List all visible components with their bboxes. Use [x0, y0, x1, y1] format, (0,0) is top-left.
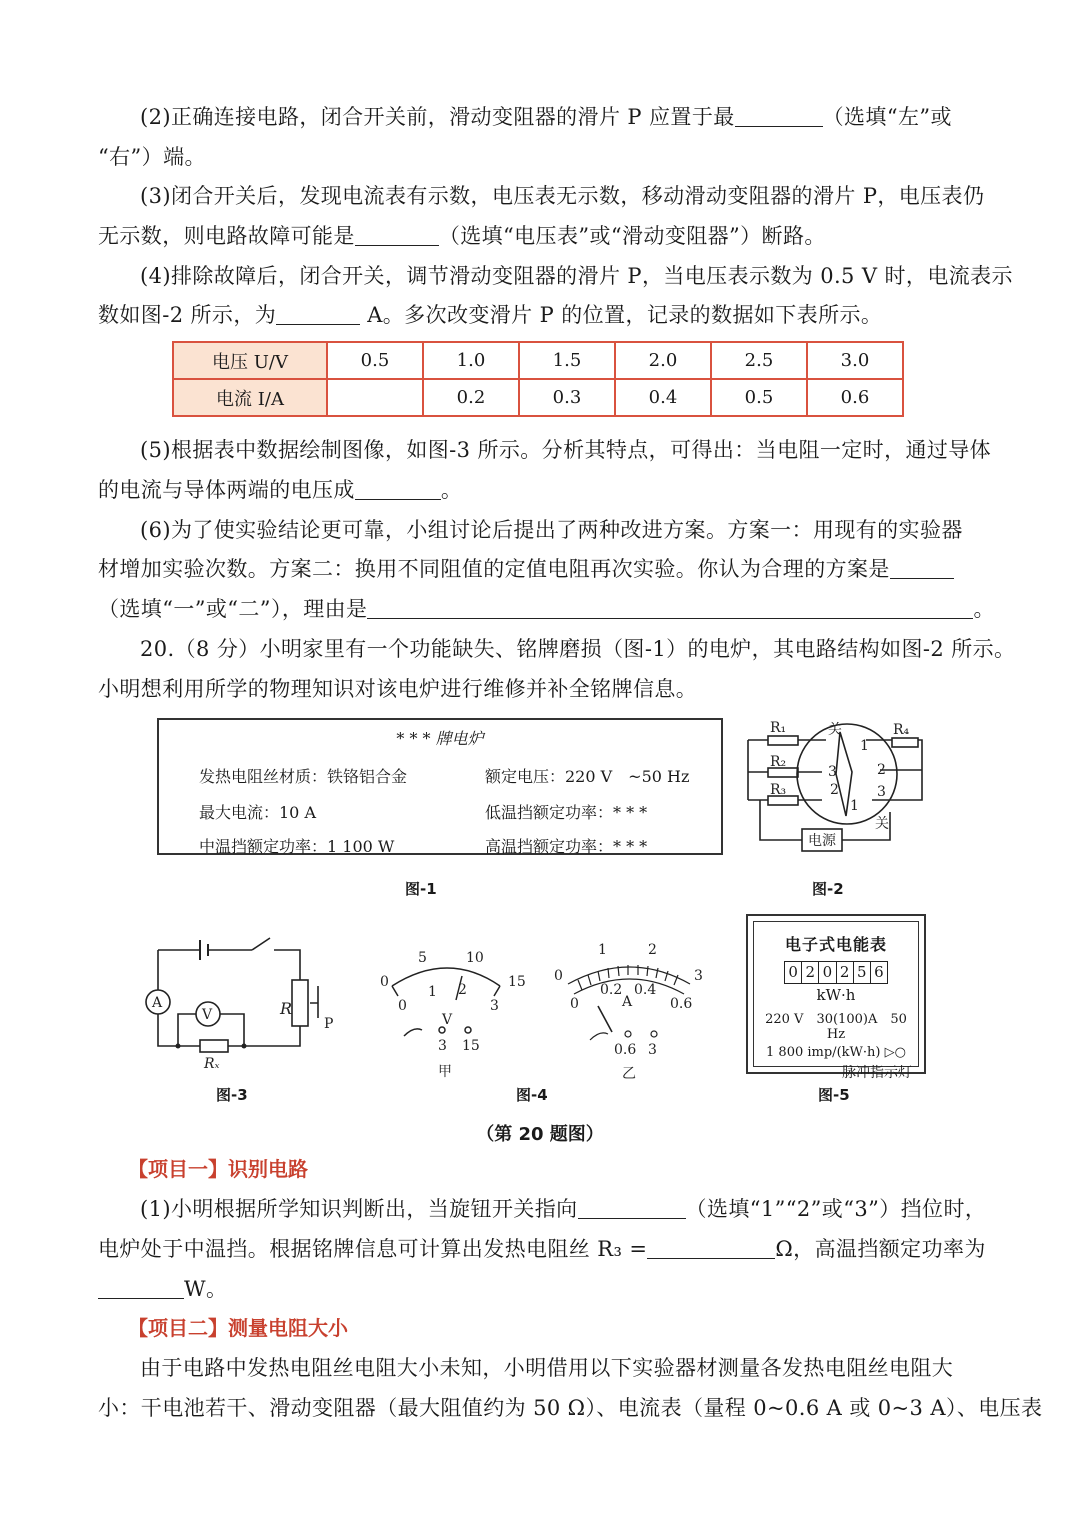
q3-line-1: (3)闭合开关后，发现电流表有示数，电压表无示数，移动滑动变阻器的滑片 P，电压表仍: [140, 184, 985, 208]
p1-text: (1)小明根据所学知识判断出，当旋钮开关指向: [140, 1197, 578, 1221]
table-cell: 电压 U/V: [173, 342, 327, 379]
data-table: [172, 341, 904, 417]
pulse-led-icon: ▷○: [884, 1045, 906, 1060]
a-top-2: 2: [648, 942, 657, 958]
table-cell: 0.3: [519, 379, 615, 416]
meter-digit: 0: [819, 962, 836, 983]
answer-blank[interactable]: [578, 1196, 686, 1219]
ammeter-label: A: [152, 995, 163, 1011]
p1-text: （选填“1”“2”或“3”）挡位时，: [685, 1197, 987, 1221]
table-cell: 1.5: [519, 342, 615, 379]
table-cell: 0.2: [423, 379, 519, 416]
nameplate-title: * * * 牌电炉: [396, 729, 484, 748]
v-zero-top: 0: [380, 974, 389, 990]
nameplate-max-current: 最大电流：10 A: [199, 803, 317, 822]
a-bottom-0: 0: [570, 996, 579, 1012]
answer-blank[interactable]: [355, 477, 441, 500]
v-top-15: 15: [508, 974, 526, 990]
a-bottom-02: 0.2: [600, 982, 623, 998]
q5-line-2: [98, 476, 982, 504]
v-top-5: 5: [418, 950, 427, 966]
table-cell[interactable]: [327, 379, 423, 416]
v-term-3: 3: [438, 1038, 447, 1054]
meter-digit: 2: [837, 962, 854, 983]
p1-text: W。: [184, 1277, 228, 1301]
meter-digit: 0: [785, 962, 802, 983]
table-cell: 2.5: [711, 342, 807, 379]
q20-line-2: 小明想利用所学的物理知识对该电炉进行维修并补全铭牌信息。: [98, 677, 698, 701]
caption-fig3: 图-3: [216, 1086, 248, 1104]
a-zero-top: 0: [554, 968, 563, 984]
pos-1-top: 1: [860, 738, 869, 754]
v-bottom-2: 2: [458, 982, 467, 998]
q4-text: 数如图-2 所示，为: [98, 303, 277, 327]
q5-line-1: (5)根据表中数据绘制图像，如图-3 所示。分析其特点，可得出：当电阻一定时，通过导体: [140, 438, 992, 462]
p1-text: Ω，高温挡额定功率为: [775, 1237, 986, 1261]
a-bottom-04: 0.4: [634, 982, 657, 998]
ammeter-dial: [548, 936, 718, 1080]
v-term-15: 15: [462, 1038, 480, 1054]
figure-group-caption: （第 20 题图）: [476, 1124, 604, 1145]
answer-blank[interactable]: [890, 556, 954, 579]
a-top-3: 3: [694, 968, 703, 984]
pos-2-left: 2: [830, 782, 839, 798]
answer-blank[interactable]: [367, 596, 973, 619]
p1-line-3: [98, 1275, 982, 1303]
table-cell: 2.0: [615, 342, 711, 379]
meter-spec-2: [754, 1045, 918, 1060]
q4-line-1: (4)排除故障后，闭合开关，调节滑动变阻器的滑片 P，当电压表示数为 0.5 V 时，电流表示: [140, 264, 1013, 288]
energy-meter-figure: [746, 914, 926, 1081]
answer-blank[interactable]: [647, 1236, 775, 1259]
answer-blank[interactable]: [355, 223, 439, 246]
nameplate-mid-power: 中温挡额定功率：1 100 W: [199, 837, 395, 856]
a-bottom-06: 0.6: [670, 996, 693, 1012]
a-top-1: 1: [598, 942, 607, 958]
meter-digit: 5: [854, 962, 871, 983]
nameplate-figure: [157, 718, 723, 855]
caption-fig2: 图-2: [812, 880, 844, 898]
table-cell: 0.5: [327, 342, 423, 379]
power-source-label: 电源: [808, 833, 836, 849]
p1-text: 电炉处于中温挡。根据铭牌信息可计算出发热电阻丝 R₃ =: [98, 1237, 648, 1261]
r2-label: R₂: [770, 754, 787, 770]
q5-text: 的电流与导体两端的电压成: [98, 478, 355, 502]
q5-text: 。: [440, 478, 463, 502]
nameplate-material: 发热电阻丝材质：铁铬铝合金: [199, 767, 408, 786]
rheostat-label: R: [280, 999, 293, 1018]
a-term-3: 3: [648, 1042, 657, 1058]
table-cell: 电流 I/A: [173, 379, 327, 416]
p1-line-2: [98, 1235, 986, 1263]
table-cell: 0.4: [615, 379, 711, 416]
caption-fig4: 图-4: [516, 1086, 548, 1104]
nameplate-voltage: 额定电压：220 V ~50 Hz: [485, 767, 690, 786]
q6-text: （选填“一”或“二”），理由是: [98, 597, 368, 621]
table-cell: 0.6: [807, 379, 903, 416]
meter-digits: [784, 961, 888, 984]
v-bottom-1: 1: [428, 984, 437, 1000]
meter-spec-1: 220 V 30(100)A 50 Hz: [765, 1012, 907, 1042]
section-project-1: 【项目一】识别电路: [128, 1157, 308, 1181]
caption-fig1: 图-1: [405, 880, 437, 898]
meter-title: 电子式电能表: [784, 935, 887, 954]
jia-label: 甲: [438, 1064, 452, 1080]
switch-off-top: 关: [828, 722, 842, 738]
q6-text: 材增加实验次数。方案二：换用不同阻值的定值电阻再次实验。你认为合理的方案是: [98, 557, 890, 581]
q20-line-1: 20.（8 分）小明家里有一个功能缺失、铭牌磨损（图-1）的电炉，其电路结构如图-2 所示。: [140, 637, 1016, 661]
a-unit: A: [622, 994, 633, 1010]
q6-text: 。: [973, 597, 995, 621]
q3-line-2: [98, 222, 982, 250]
experiment-circuit-diagram: [140, 930, 350, 1070]
v-bottom-3: 3: [490, 998, 499, 1014]
voltmeter-dial: [370, 940, 530, 1080]
energy-meter-face: [753, 921, 919, 1081]
meter-spec-2-text: 1 800 imp/(kW·h): [766, 1045, 881, 1060]
p1-line-1: [140, 1195, 987, 1223]
table-row: [173, 379, 903, 416]
pos-3-right: 3: [877, 784, 886, 800]
q2-text: （选填“左”或: [822, 105, 952, 129]
answer-blank[interactable]: [98, 1276, 184, 1299]
q6-line-3: [98, 595, 995, 623]
table-cell: 1.0: [423, 342, 519, 379]
p2-line-2: 小：干电池若干、滑动变阻器（最大阻值约为 50 Ω）、电流表（量程 0~0.6 A 或 0~3 A）、电压表: [98, 1396, 1043, 1420]
answer-blank[interactable]: [735, 104, 823, 127]
q2-line-1: [140, 103, 982, 131]
v-bottom-0: 0: [398, 998, 407, 1014]
q2-line-2: [98, 143, 982, 171]
caption-fig5: 图-5: [818, 1086, 850, 1104]
nameplate-low-power: 低温挡额定功率：* * *: [485, 803, 648, 822]
answer-blank[interactable]: [276, 302, 360, 325]
meter-digit: 2: [802, 962, 819, 983]
table-cell: 0.5: [711, 379, 807, 416]
q4-text: A。多次改变滑片 P 的位置，记录的数据如下表所示。: [367, 303, 883, 327]
furnace-circuit-diagram: [740, 712, 930, 862]
table-cell: 3.0: [807, 342, 903, 379]
voltmeter-label: V: [202, 1007, 213, 1023]
pos-1-bottom: 1: [850, 798, 859, 814]
slider-label: P: [324, 1016, 334, 1032]
q2-text: (2)正确连接电路，闭合开关前，滑动变阻器的滑片 P 应置于最: [140, 105, 735, 129]
v-top-10: 10: [466, 950, 484, 966]
q4-line-2: [98, 301, 982, 329]
resistor-label: Rₓ: [204, 1056, 220, 1070]
meter-unit: kW·h: [816, 986, 856, 1004]
q2-text: “右”）端。: [98, 145, 206, 169]
table-row: [173, 342, 903, 379]
pos-2-right: 2: [877, 762, 886, 778]
v-unit: V: [442, 1012, 453, 1028]
meter-indicator-label: 脉冲指示灯: [842, 1065, 912, 1081]
switch-off-bottom: 关: [875, 816, 889, 832]
pos-3-left: 3: [828, 764, 837, 780]
section-project-2: 【项目二】测量电阻大小: [128, 1316, 348, 1340]
q3-text: 无示数，则电路故障可能是: [98, 224, 355, 248]
q3-text: （选填“电压表”或“滑动变阻器”）断路。: [438, 224, 826, 248]
meter-digit-decimal: 6: [871, 962, 887, 983]
p2-line-1: 由于电路中发热电阻丝电阻大小未知，小明借用以下实验器材测量各发热电阻丝电阻大: [140, 1356, 954, 1380]
yi-label: 乙: [622, 1066, 636, 1080]
nameplate-high-power: 高温挡额定功率：* * *: [485, 837, 648, 856]
q6-line-1: (6)为了使实验结论更可靠，小组讨论后提出了两种改进方案。方案一：用现有的实验器: [140, 518, 963, 542]
r3-label: R₃: [770, 782, 787, 798]
q6-line-2: [98, 555, 982, 583]
a-term-06: 0.6: [614, 1042, 637, 1058]
r1-label: R₁: [770, 720, 787, 736]
r4-label: R₄: [893, 722, 910, 738]
